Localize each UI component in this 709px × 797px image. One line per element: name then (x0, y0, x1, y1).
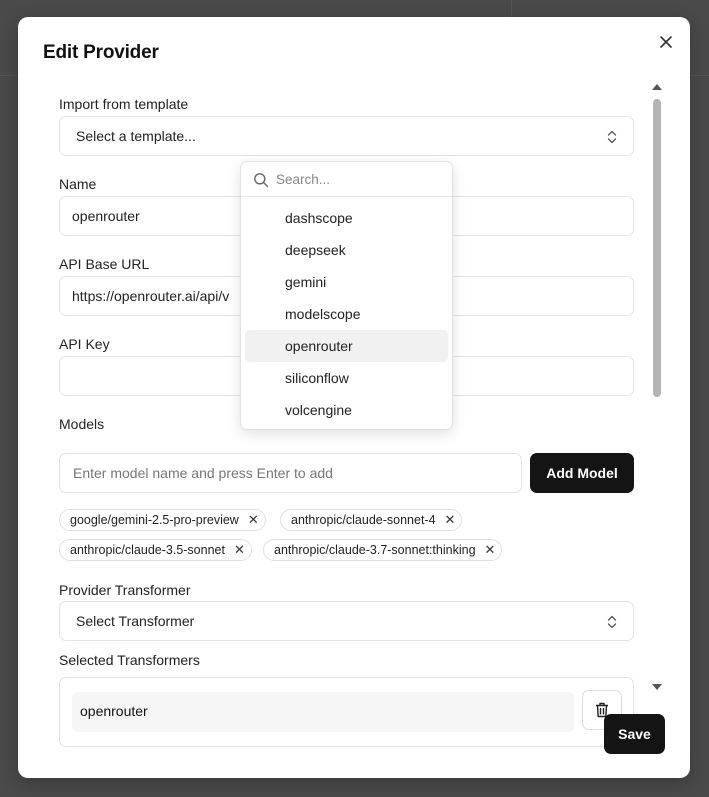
models-label: Models (59, 416, 105, 432)
model-name-input[interactable] (59, 453, 522, 493)
remove-chip-icon[interactable]: ✕ (233, 542, 245, 557)
model-chip-label: anthropic/claude-3.5-sonnet (70, 543, 225, 557)
backdrop-divider (0, 75, 18, 76)
model-chip-label: anthropic/claude-3.7-sonnet:thinking (274, 543, 476, 557)
transformer-select-placeholder: Select Transformer (76, 613, 195, 629)
template-option-openrouter[interactable]: openrouter (245, 330, 448, 362)
scroll-down-arrow-icon[interactable] (652, 683, 662, 691)
template-select-placeholder: Select a template... (76, 128, 196, 144)
remove-chip-icon[interactable]: ✕ (247, 512, 259, 527)
scroll-up-arrow-icon[interactable] (652, 83, 662, 91)
template-option-modelscope[interactable]: modelscope (285, 306, 361, 322)
provider-transformer-label: Provider Transformer (59, 582, 191, 598)
template-select[interactable] (59, 116, 634, 156)
model-chip (280, 509, 462, 531)
model-chip (59, 509, 266, 531)
model-chip (59, 539, 252, 561)
model-chip (263, 539, 502, 561)
selected-transformer-item: openrouter (72, 692, 574, 732)
add-model-button[interactable]: Add Model (530, 453, 634, 493)
close-icon (660, 36, 672, 48)
form-scrollbar[interactable] (648, 83, 666, 695)
remove-chip-icon[interactable]: ✕ (484, 542, 496, 557)
transformer-select[interactable] (59, 601, 634, 641)
search-icon (253, 172, 269, 188)
template-option-siliconflow[interactable]: siliconflow (285, 370, 349, 386)
template-option-volcengine[interactable]: volcengine (285, 402, 352, 418)
chevron-updown-icon (607, 128, 617, 146)
template-search-placeholder: Search... (276, 171, 331, 187)
scrollbar-thumb[interactable] (653, 99, 661, 397)
save-button[interactable]: Save (604, 714, 665, 754)
model-chip-label: google/gemini-2.5-pro-preview (70, 513, 239, 527)
template-option-gemini[interactable]: gemini (285, 274, 327, 290)
api-key-label: API Key (59, 336, 110, 352)
model-chip-label: anthropic/claude-sonnet-4 (291, 513, 436, 527)
dialog-title: Edit Provider (43, 42, 159, 63)
template-dropdown (240, 161, 453, 430)
name-input-value: openrouter (72, 208, 140, 224)
template-label: Import from template (59, 96, 189, 112)
template-option-dashscope[interactable]: dashscope (285, 210, 353, 226)
template-search-input[interactable] (241, 162, 452, 197)
backdrop-divider (511, 0, 512, 17)
api-base-url-value: https://openrouter.ai/api/v (72, 288, 230, 304)
selected-transformers-label: Selected Transformers (59, 652, 200, 668)
api-base-url-label: API Base URL (59, 256, 150, 272)
chevron-updown-icon (607, 613, 617, 631)
backdrop-divider (690, 75, 709, 76)
remove-chip-icon[interactable]: ✕ (444, 512, 456, 527)
name-label: Name (59, 176, 97, 192)
template-option-deepseek[interactable]: deepseek (285, 242, 346, 258)
close-button[interactable] (655, 31, 677, 53)
edit-provider-dialog (18, 17, 690, 778)
model-name-placeholder: Enter model name and press Enter to add (73, 465, 333, 481)
selected-transformers-list (59, 677, 634, 747)
